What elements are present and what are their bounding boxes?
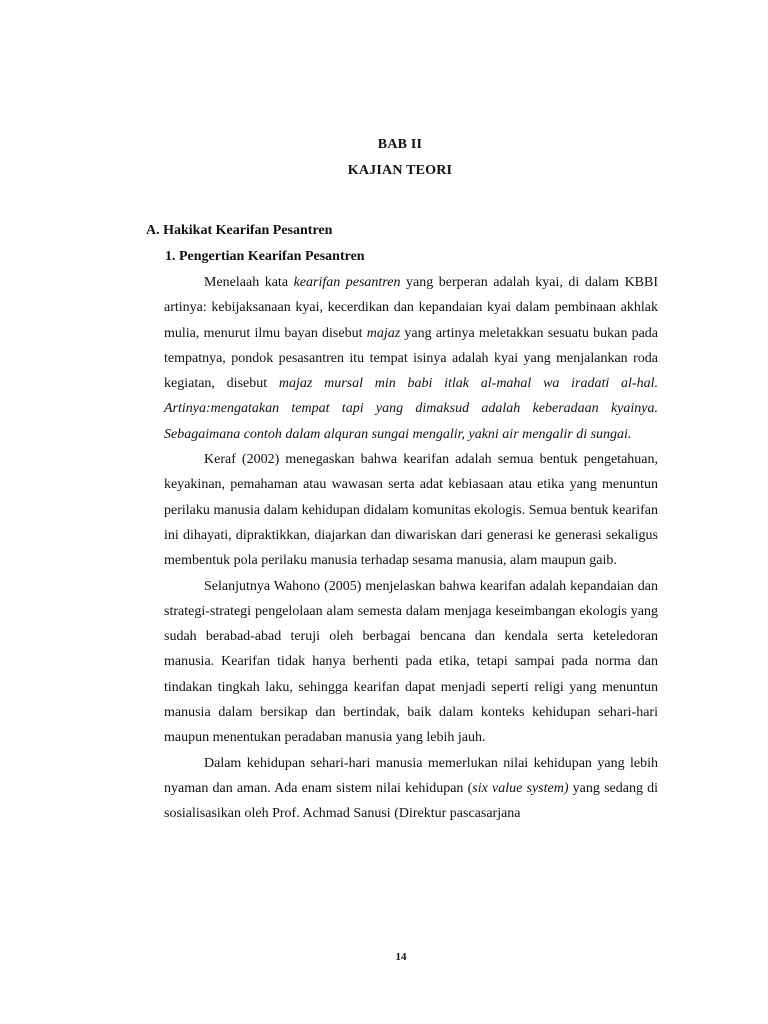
chapter-number: BAB II [377, 137, 423, 152]
page-number: 14 [395, 951, 407, 963]
chapter-title: KAJIAN TEORI [347, 163, 453, 178]
paragraph-3: Selanjutnya Wahono (2005) menjelaskan bahwa kearifan adalah kepandaian dan strategi-strategi pengelolaan alam semesta dalam menjaga keseimbangan ekologis yang sudah berabad-abad teruji oleh berbagai bencana dan kendala serta keteledoran manusia. Kearifan tidak hanya berhenti pada etika, tetapi sampai pada norma dan tindakan tingkah laku, sehingga kearifan dapat menjadi seperti religi yang menuntun manusia dalam bersikap dan bertindak, baik dalam konteks kehidupan sehari-hari maupun menentukan peradaban manusia yang lebih jauh. [164, 578, 658, 746]
body-text [164, 270, 658, 827]
section-heading: A. Hakikat Kearifan Pesantren [146, 223, 333, 238]
subsection-heading: 1. Pengertian Kearifan Pesantren [165, 249, 365, 264]
paragraph-4: Dalam kehidupan sehari-hari manusia memerlukan nilai kehidupan yang lebih nyaman dan aman. Ada enam sistem nilai kehidupan (six value system) yang sedang di sosialisasikan oleh Prof. Achmad Sanusi (Direktur pascasarjana [164, 755, 659, 822]
paragraph-2: Keraf (2002) menegaskan bahwa kearifan adalah semua bentuk pengetahuan, keyakinan, pemahaman atau wawasan serta adat kebiasaan atau etika yang menuntun perilaku manusia dalam kehidupan didalam komunitas ekologis. Semua bentuk kearifan ini dihayati, dipraktikkan, diajarkan dan diwariskan dari generasi ke generasi sekaligus membentuk pola perilaku manusia terhadap sesama manusia, alam maupun gaib. [164, 452, 658, 569]
paragraph-1: Menelaah kata kearifan pesantren yang berperan adalah kyai, di dalam KBBI artinya: kebijaksanaan kyai, kecerdikan dan kepandaian kyai dalam pembinaan akhlak mulia, menurut ilmu bayan disebut majaz yang artinya meletakkan sesuatu bukan pada tempatnya, pondok pesasantren itu tempat isinya adalah kyai yang menjalankan roda kegiatan, disebut majaz mursal min babi itlak al-mahal wa iradati al-hal. Artinya:mengatakan tempat tapi yang dimaksud adalah keberadaan kyainya. Sebagaimana contoh dalam alquran sungai mengalir, yakni air mengalir di sungai. [164, 275, 659, 442]
